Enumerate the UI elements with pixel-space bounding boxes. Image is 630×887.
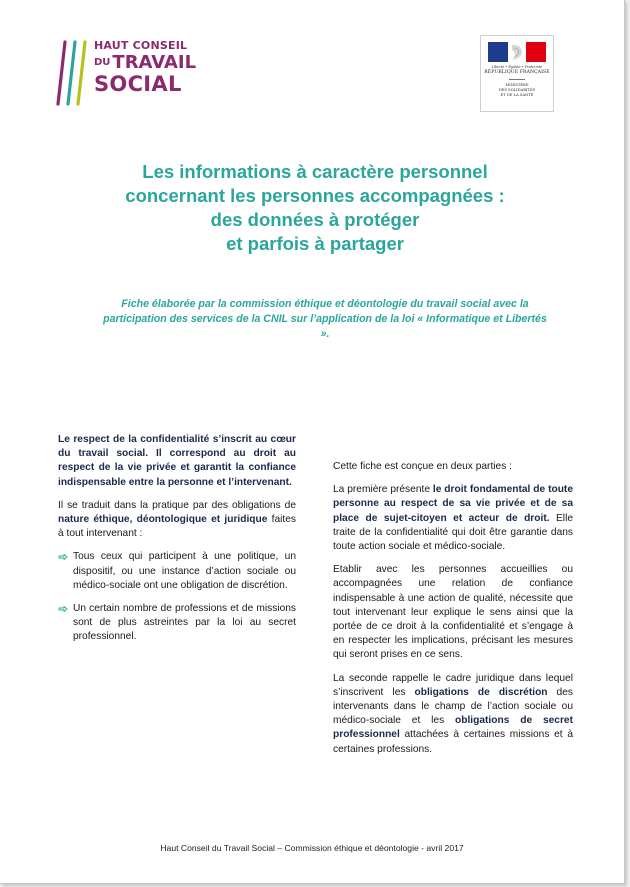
page-title — [100, 160, 530, 256]
trust-paragraph: Etablir avec les personnes accueillies ou accompagnées une relation de confiance indispensable à une action de qualité, nécessite que tout intervenant leur explique le sens ainsi que la portée de ce droit à la confidentialité et s’engage à en respecter les implications, précisant les mesures qui seront prises en ce sens. — [333, 564, 573, 661]
republique-francaise: RÉPUBLIQUE FRANÇAISE — [484, 70, 550, 75]
logo-line1: HAUT CONSEIL — [94, 39, 188, 52]
devise: Liberté • Égalité • Fraternité — [491, 65, 543, 69]
list-item: Un certain nombre de professions et de missions sont de plus astreintes par la loi au secret professionnel. — [58, 602, 296, 645]
title-line4: et parfois à partager — [226, 233, 404, 254]
pointing-hand-icon — [58, 552, 68, 562]
title-line2: concernant les personnes accompagnées : — [125, 185, 505, 206]
ministry-logo — [480, 35, 554, 112]
divider — [509, 79, 525, 80]
pointing-hand-icon — [58, 604, 68, 614]
logo-line3: SOCIAL — [94, 72, 182, 96]
logo-line2: TRAVAIL — [112, 52, 197, 73]
title-line1: Les informations à caractère personnel — [142, 161, 488, 182]
logo-du: DU — [94, 57, 111, 68]
page-footer: Haut Conseil du Travail Social – Commission éthique et déontologie - avril 2017 — [160, 843, 464, 853]
left-column — [58, 433, 296, 654]
title-line3: des données à protéger — [210, 209, 420, 230]
logo-bars-icon — [56, 40, 90, 106]
intro-paragraph: Le respect de la confidentialité s’inscrit au cœur du travail social. Il correspond au droit au respect de la vie privée et garantit la confiance indispensable entre la personne et l’intervenant. — [58, 434, 296, 488]
list-item: Tous ceux qui participent à une politique, un dispositif, ou une instance d’action sociale ou médico-sociale ont une obligation de discrétion. — [58, 550, 296, 593]
page-subtitle: Fiche élaborée par la commission éthique et déontologie du travail social avec la participation des services de la CNIL sur l’application de la loi « Informatique et Libertés ». — [103, 298, 547, 340]
right-column — [333, 460, 573, 766]
obligations-paragraph: Il se traduit dans la pratique par des obligations de nature éthique, déontologique et juridique faites à tout intervenant : — [58, 499, 296, 540]
ministere-name: MINISTÈRE DES SOLIDARITÉS ET DE LA SANTÉ — [498, 83, 536, 97]
hcts-logo — [56, 40, 196, 110]
part-one-paragraph: La première présente le droit fondamental de toute personne au respect de sa vie privée et de sa place de sujet-citoyen et acteur de droit. Elle traite de la confidentialité qui doit être garantie dans toute action sociale et médico-sociale. — [333, 484, 573, 553]
part-two-paragraph: La seconde rappelle le cadre juridique dans lequel s’inscrivent les obligations de discrétion des intervenants dans le champ de l’action sociale ou médico-sociale et les obligations de secret professionnel attachées à certaines missions et à certaines professions. — [333, 672, 573, 755]
parts-intro: Cette fiche est conçue en deux parties : — [333, 461, 512, 472]
marianne-flag-icon — [488, 42, 546, 62]
